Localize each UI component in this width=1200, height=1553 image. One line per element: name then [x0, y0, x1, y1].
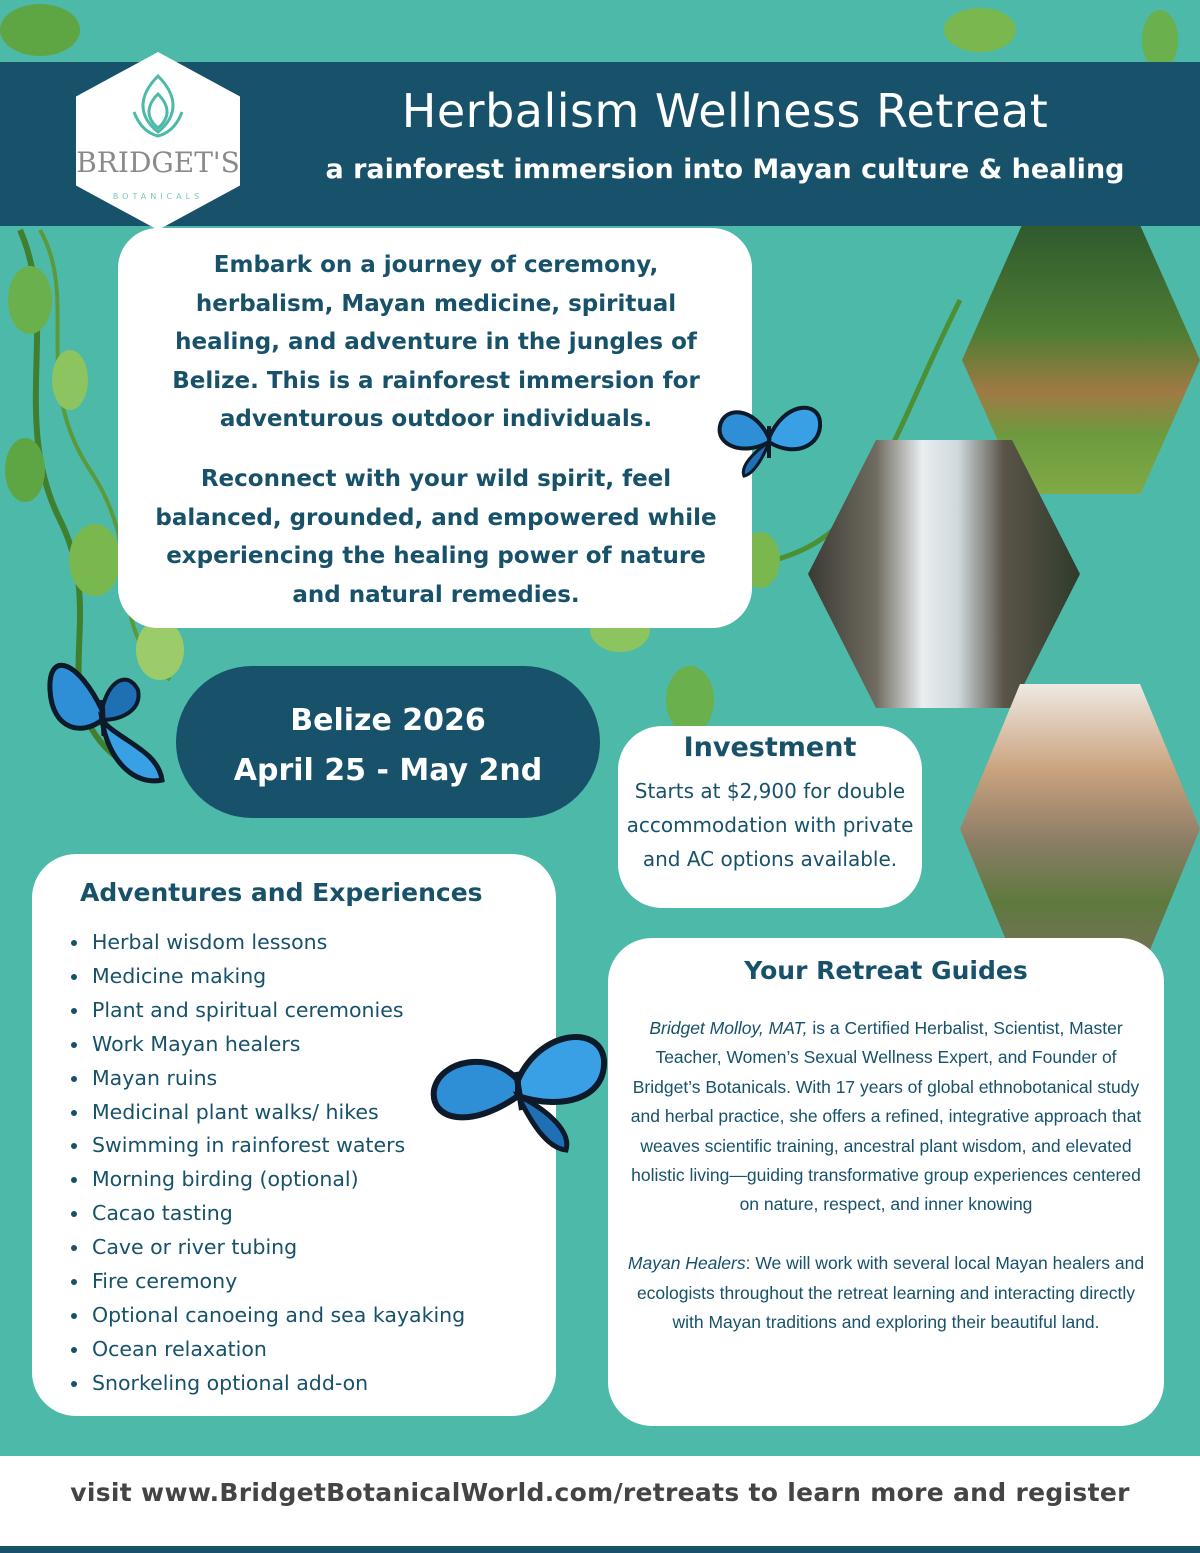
intro-paragraph-2: Reconnect with your wild spirit, feel balanced, grounded, and empowered while experiencing the healing power of nature and natural remedies.	[155, 466, 717, 608]
list-item: • Herbal wisdom lessons	[90, 926, 570, 960]
vine-leaf-icon	[1142, 10, 1178, 70]
footer-cta: visit www.BridgetBotanicalWorld.com/retreats to learn more and register	[70, 1478, 1130, 1507]
list-item: • Cave or river tubing	[90, 1231, 570, 1265]
guide-healers-name: Mayan Healers	[627, 1253, 746, 1274]
guides-body	[622, 1014, 1150, 1337]
dates-text	[176, 696, 600, 796]
list-item: • Optional canoeing and sea kayaking	[90, 1299, 570, 1333]
vine-leaf-icon	[5, 438, 45, 502]
dates-range: April 25 - May 2nd	[233, 753, 543, 788]
butterfly-icon	[430, 1020, 608, 1156]
guide-bridget-paragraph	[622, 1014, 1150, 1220]
guide-healers-paragraph	[622, 1249, 1150, 1337]
guide-bridget-bio: is a Certified Herbalist, Scientist, Master Teacher, Women’s Sexual Wellness Expert, and Founder of Bridget’s Botanicals. With 17 years of global ethnobotanical study and herbal practice, she offers a refined, integrative approach that weaves scientific training, ancestral plant wisdom, and elevated holistic living—guiding transformative group experiences centered on nature, respect, and inner knowing	[630, 1018, 1142, 1215]
footer-strip	[0, 1546, 1200, 1553]
butterfly-icon	[714, 396, 824, 480]
page-subtitle: a rainforest immersion into Mayan culture & healing	[325, 154, 1125, 185]
vine-leaf-icon	[666, 666, 714, 734]
vine-leaf-icon	[944, 8, 1016, 52]
vine-leaf-icon	[0, 4, 80, 56]
page-title: Herbalism Wellness Retreat	[401, 84, 1049, 138]
list-item: • Ocean relaxation	[90, 1333, 570, 1367]
guide-healers-bio: : We will work with several local Mayan healers and ecologists throughout the retreat learning and interacting directly with Mayan traditions and exploring their beautiful land.	[636, 1253, 1145, 1333]
list-item: • Snorkeling optional add-on	[90, 1367, 570, 1401]
intro-paragraph-1: Embark on a journey of ceremony, herbalism, Mayan medicine, spiritual healing, and adventure in the jungles of Belize. This is a rainforest immersion for adventurous outdoor individuals.	[172, 252, 700, 432]
guides-title: Your Retreat Guides	[744, 956, 1028, 985]
adventures-list	[60, 926, 570, 1401]
adventures-title: Adventures and Experiences	[80, 878, 483, 907]
list-item: • Cacao tasting	[90, 1197, 570, 1231]
list-item: • Work Mayan healers	[90, 1028, 570, 1062]
logo-lotus-icon	[128, 72, 188, 142]
logo-wordmark: BRIDGET'S	[76, 146, 240, 179]
vine-leaf-icon	[52, 350, 88, 410]
list-item: • Morning birding (optional)	[90, 1163, 570, 1197]
list-item: • Mayan ruins	[90, 1062, 570, 1096]
logo-tagline: BOTANICALS	[112, 192, 204, 201]
list-item: • Plant and spiritual ceremonies	[90, 994, 570, 1028]
vine-leaf-icon	[8, 266, 52, 334]
investment-title: Investment	[683, 732, 857, 763]
list-item: • Fire ceremony	[90, 1265, 570, 1299]
list-item: • Medicine making	[90, 960, 570, 994]
dates-location-year: Belize 2026	[290, 703, 486, 738]
investment-body: Starts at $2,900 for double accommodation with private and AC options available.	[626, 779, 914, 871]
butterfly-icon	[38, 640, 166, 786]
guide-bridget-name: Bridget Molloy, MAT,	[649, 1018, 808, 1038]
list-item: • Medicinal plant walks/ hikes	[90, 1096, 570, 1130]
vine-leaf-icon	[69, 524, 121, 596]
list-item: • Swimming in rainforest waters	[90, 1129, 570, 1163]
